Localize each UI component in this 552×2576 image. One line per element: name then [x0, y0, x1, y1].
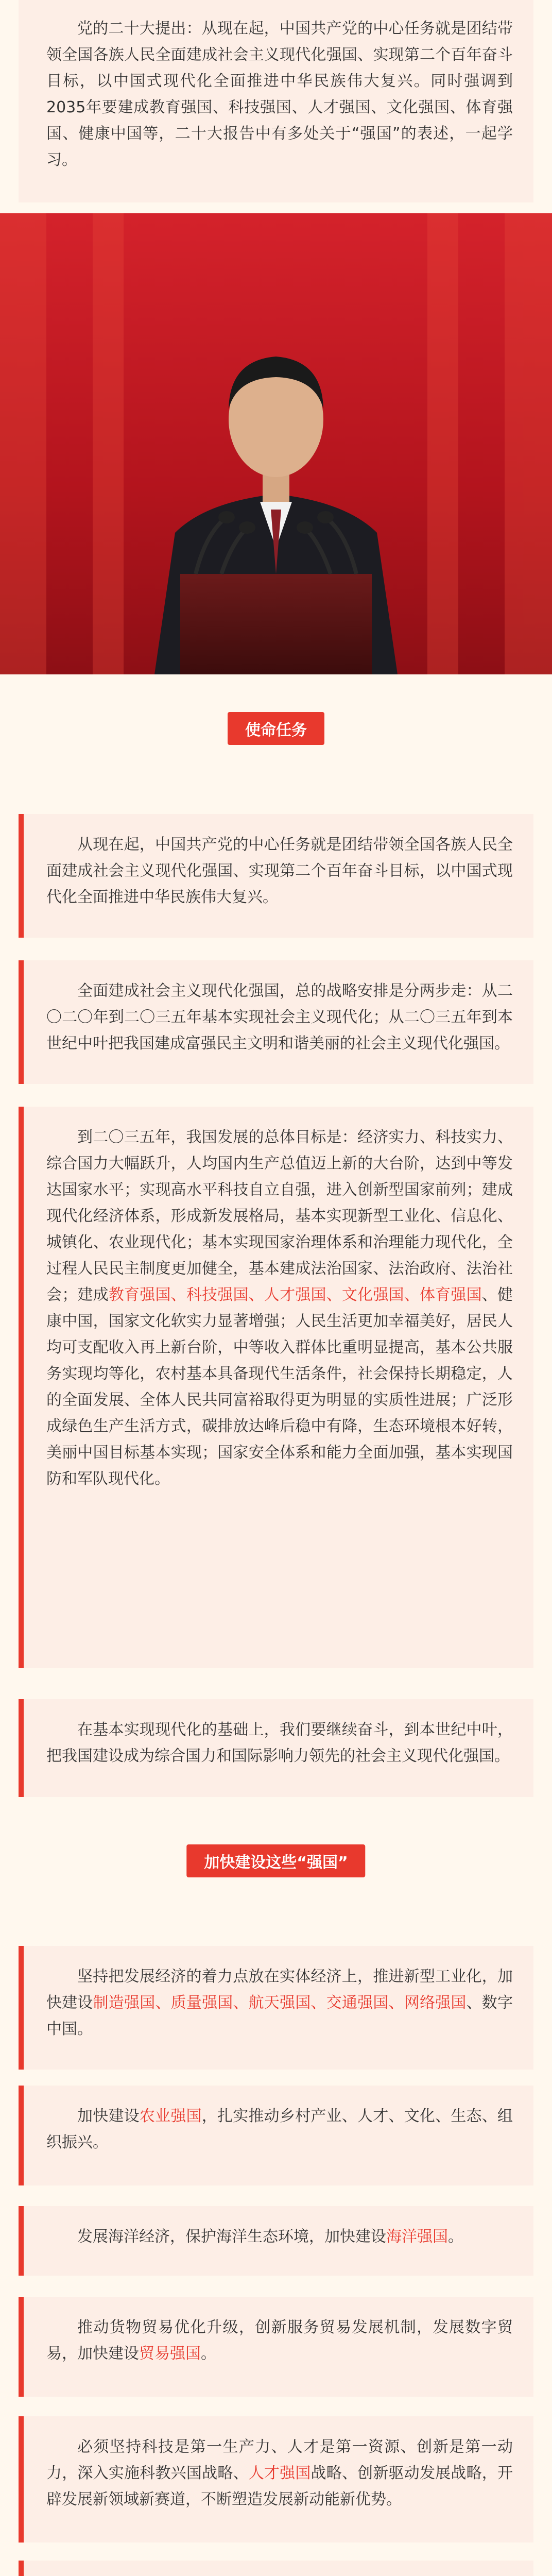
hero-photo	[0, 213, 552, 674]
highlight-ocean: 海洋强国	[386, 2228, 448, 2246]
strong-nation-card-2: 加快建设农业强国，扎实推动乡村产业、人才、文化、生态、组织振兴。	[19, 2086, 533, 2185]
highlight-agriculture: 农业强国	[139, 2107, 202, 2125]
mission-card-4	[19, 1699, 533, 1797]
section-tag-mission: 使命任务	[228, 712, 324, 745]
strong-nation-card-1: 坚持把发展经济的着力点放在实体经济上，推进新型工业化，加快建设制造强国、质量强国、航天强国、交通强国、网络强国、数字中国。	[19, 1946, 533, 2070]
section-tag-strong-nations: 加快建设这些“强国”	[186, 1844, 365, 1877]
mission-card-1	[19, 814, 533, 938]
speaker-at-podium-image	[0, 213, 552, 674]
mission-card-3	[19, 1107, 533, 1668]
mission-text-1: 从现在起，中国共产党的中心任务就是团结带领全国各族人民全面建成社会主义现代化强国、实现第二个百年奋斗目标，以中国式现代化全面推进中华民族伟大复兴。	[46, 836, 513, 906]
strong-nation-card-5: 必须坚持科技是第一生产力、人才是第一资源、创新是第一动力，深入实施科教兴国战略、人才强国战略、创新驱动发展战略，开辟发展新领域新赛道，不断塑造发展新动能新优势。	[19, 2416, 533, 2543]
strong-nation-card-3: 发展海洋经济，保护海洋生态环境，加快建设海洋强国。	[19, 2206, 533, 2276]
intro-card	[19, 0, 533, 202]
highlight-talent: 人才强国	[248, 2464, 311, 2482]
mission-card-2	[19, 960, 533, 1084]
mission-text-2: 全面建成社会主义现代化强国，总的战略安排是分两步走：从二〇二〇年到二〇三五年基本实现社会主义现代化；从二〇三五年到本世纪中叶把我国建成富强民主文明和谐美丽的社会主义现代化强国。	[46, 982, 513, 1053]
intro-text: 党的二十大提出：从现在起，中国共产党的中心任务就是团结带领全国各族人民全面建成社会主义现代化强国、实现第二个百年奋斗目标，以中国式现代化全面推进中华民族伟大复兴。同时强调到2035年要建成教育强国、科技强国、人才强国、文化强国、体育强国、健康中国等，二十大报告中有多处关于“强国”的表述，一起学习。	[46, 20, 513, 169]
mission-text-4: 在基本实现现代化的基础上，我们要继续奋斗，到本世纪中叶，把我国建设成为综合国力和国际影响力领先的社会主义现代化强国。	[46, 1721, 513, 1765]
highlight-manufacturing: 制造强国、质量强国、航天强国、交通强国、网络强国	[93, 1994, 467, 2012]
strong-nation-card-6	[19, 2561, 533, 2576]
strong-nation-card-4: 推动货物贸易优化升级，创新服务贸易发展机制，发展数字贸易，加快建设贸易强国。	[19, 2297, 533, 2397]
mission-text-3: 到二〇三五年，我国发展的总体目标是：经济实力、科技实力、综合国力大幅跃升，人均国内生产总值迈上新的大台阶，达到中等发达国家水平；实现高水平科技自立自强，进入创新型国家前列；建成现代化经济体系，形成新发展格局，基本实现新型工业化、信息化、城镇化、农业现代化；基本实现国家治理体系和治理能力现代化，全过程人民民主制度更加健全，基本建成法治国家、法治政府、法治社会；建成教育强国、科技强国、人才强国、文化强国、体育强国、健康中国，国家文化软实力显著增强；人民生活更加幸福美好，居民人均可支配收入再上新台阶，中等收入群体比重明显提高，基本公共服务实现均等化，农村基本具备现代生活条件，社会保持长期稳定，人的全面发展、全体人民共同富裕取得更为明显的实质性进展；广泛形成绿色生产生活方式，碳排放达峰后稳中有降，生态环境根本好转，美丽中国目标基本实现；国家安全体系和能力全面加强，基本实现国防和军队现代化。	[46, 1128, 513, 1488]
highlight-trade: 贸易强国	[139, 2345, 201, 2363]
highlight-strong-nations: 教育强国、科技强国、人才强国、文化强国、体育强国	[108, 1286, 482, 1304]
